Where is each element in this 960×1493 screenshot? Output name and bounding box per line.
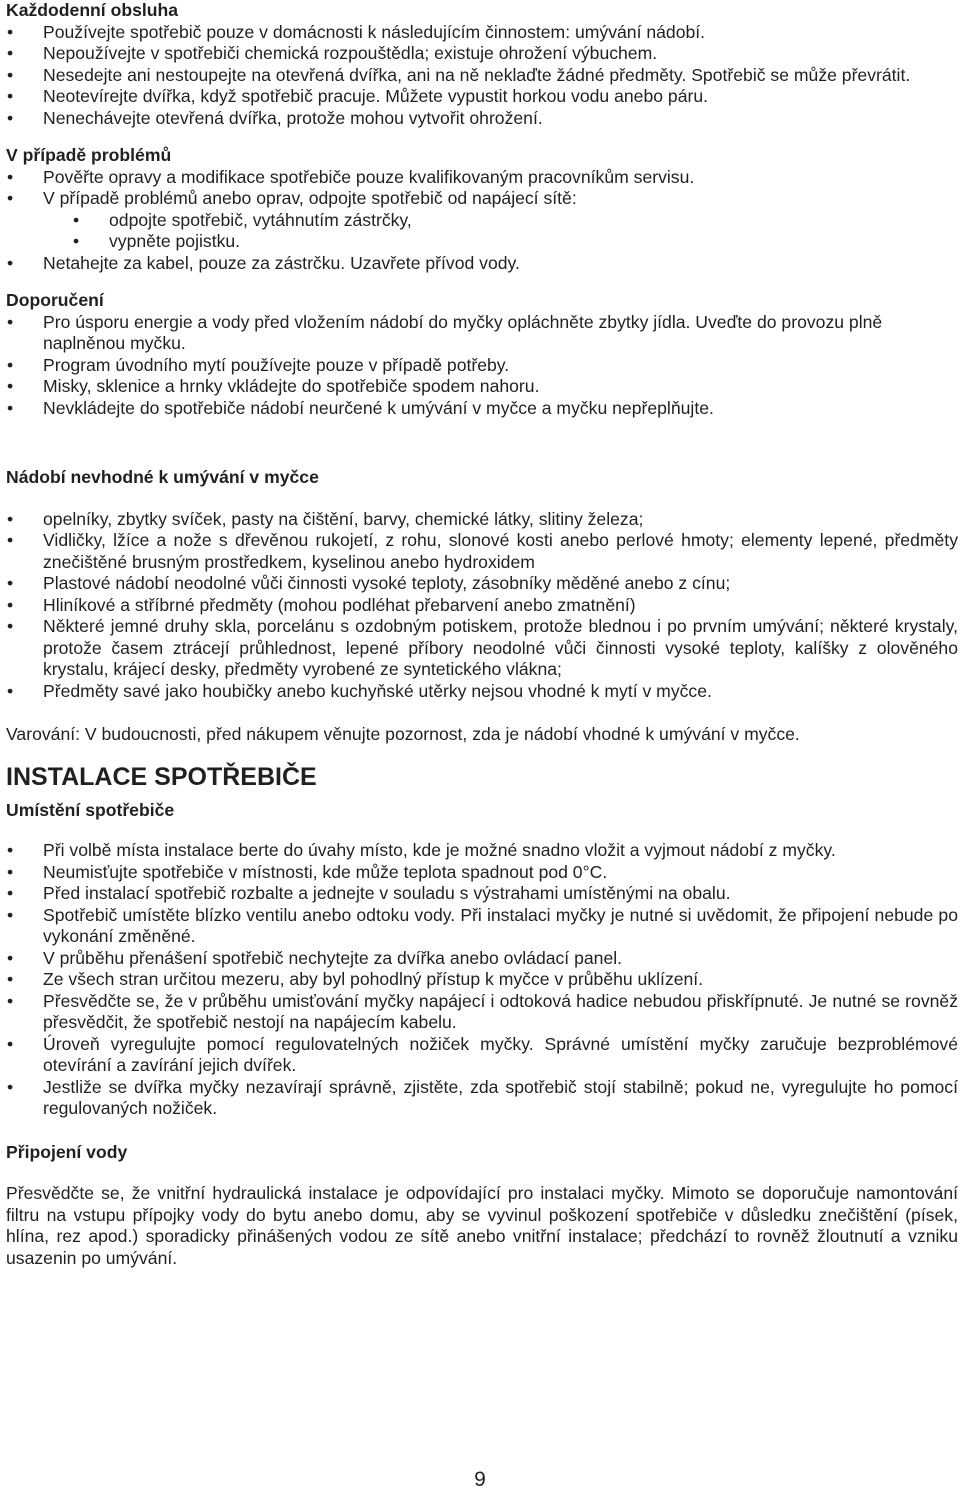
- list-daily-care: [6, 22, 958, 130]
- list-item: • V průběhu přenášení spotřebič nechytejte za dvířka anebo ovládací panel.: [6, 948, 958, 970]
- list-item: • Nesedejte ani nestoupejte na otevřená dvířka, ani na ně neklaďte žádné předměty. Spotřebič se může převrátit.: [6, 65, 958, 87]
- list-item: • Neumisťujte spotřebiče v místnosti, kde může teplota spadnout pod 0°C.: [6, 862, 958, 884]
- section-placement: [6, 800, 958, 1120]
- list-item-with-sublist: [6, 188, 958, 253]
- list-item: • opelníky, zbytky svíček, pasty na čištění, barvy, chemické látky, slitiny železa;: [6, 509, 958, 531]
- list-item: • Misky, sklenice a hrnky vkládejte do spotřebiče spodem nahoru.: [6, 376, 958, 398]
- list-item: • Plastové nádobí neodolné vůči činnosti vysoké teploty, zásobníky měděné anebo z cínu;: [6, 573, 958, 595]
- list-placement: [6, 840, 958, 1120]
- list-item: • Přesvědčte se, že v průběhu umisťování myčky napájecí i odtoková hadice nebudou přiskřípnuté. Je nutné se rovněž přesvědčit, že spotřebič nestojí na napájecím kabelu.: [6, 991, 958, 1034]
- heading-water-connection: Připojení vody: [6, 1141, 128, 1162]
- list-item: • Používejte spotřebič pouze v domácnosti k následujícím činnostem: umývání nádobí.: [6, 22, 958, 44]
- list-item: • Nenechávejte otevřená dvířka, protože mohou vytvořit ohrožení.: [6, 108, 958, 130]
- list-item: • Netahejte za kabel, pouze za zástrčku. Uzavřete přívod vody.: [6, 253, 958, 275]
- sublist-problems: [43, 210, 958, 253]
- sub-list-item: • vypněte pojistku.: [72, 231, 958, 253]
- list-item: • Jestliže se dvířka myčky nezavírají správně, zjistěte, zda spotřebič stojí stabilně; pokud ne, vyregulujte ho pomocí regulovaných nožiček.: [6, 1077, 958, 1120]
- list-item: • Spotřebič umístěte blízko ventilu anebo odtoku vody. Při instalaci myčky je nutné si uvědomit, že připojení nebude po vykonání změněné.: [6, 905, 958, 948]
- list-item: • Před instalací spotřebič rozbalte a jednejte v souladu s výstrahami umístěnými na obalu.: [6, 883, 958, 905]
- list-item: • Vidličky, lžíce a nože s dřevěnou rukojetí, z rohu, slonové kosti anebo perlové hmoty; elementy lepené, předměty znečištěné brusným prostředkem, kyselinou anebo hydroxidem: [6, 530, 958, 573]
- list-item: • Při volbě místa instalace berte do úvahy místo, kde je možné snadno vložit a vyjmout nádobí z myčky.: [6, 840, 958, 862]
- chapter-title-installation: INSTALACE SPOTŘEBIČE: [6, 762, 317, 791]
- page-number: 9: [474, 1468, 486, 1491]
- heading-recommendations: Doporučení: [6, 290, 104, 310]
- list-item: • Některé jemné druhy skla, porcelánu s ozdobným potiskem, protože blednou i po prvním umývání; některé krystaly, protože časem ztrácejí průhlednost, lepené příbory neodolné vůči činnosti vysoké teploty, kalíšky z olověného krystalu, krájecí desky, předměty vyrobené ze syntetického vlákna;: [6, 616, 958, 681]
- list-item: • Úroveň vyregulujte pomocí regulovatelných nožiček myčky. Správné umístění myčky zaručuje bezproblémové otevírání a zavírání jejich dvířek.: [6, 1034, 958, 1077]
- list-problems: [6, 167, 958, 275]
- section-recommendations: [6, 290, 958, 419]
- list-item: • Nepoužívejte v spotřebiči chemická rozpouštědla; existuje ohrožení výbuchem.: [6, 43, 958, 65]
- list-recommendations: [6, 312, 958, 420]
- heading-daily-care: Každodenní obsluha: [6, 0, 179, 20]
- heading-problems: V případě problémů: [6, 145, 172, 165]
- section-water-connection: [6, 1142, 958, 1270]
- list-item: • Program úvodního mytí používejte pouze v případě potřeby.: [6, 355, 958, 377]
- heading-unsuitable-dishes: Nádobí nevhodné k umývání v myčce: [6, 467, 319, 487]
- section-daily-care: [6, 0, 958, 129]
- water-connection-text: Přesvědčte se, že vnitřní hydraulická instalace je odpovídající pro instalaci myčky. Mimoto se doporučuje namontování filtru na vstupu přípojky vody do bytu anebo domu, aby se vyvinul poškození spotřebiče v důsledku znečištění (písek, hlína, rez apod.) sporadicky přinášených vodou ze sítě anebo vnitřní instalace; předchází to rovněž žloutnutí a vzniku usazenin po umývání.: [6, 1183, 958, 1268]
- list-item: • Nevkládejte do spotřebiče nádobí neurčené k umývání v myčce a myčku nepřeplňujte.: [6, 398, 958, 420]
- list-item: • Neotevírejte dvířka, když spotřebič pracuje. Můžete vypustit horkou vodu anebo páru.: [6, 86, 958, 108]
- sub-list-item: • odpojte spotřebič, vytáhnutím zástrčky,: [72, 210, 958, 232]
- list-item: • Ze všech stran určitou mezeru, aby byl pohodlný přístup k myčce v průběhu uklízení.: [6, 969, 958, 991]
- section-unsuitable-dishes: [6, 467, 958, 746]
- list-item: • Pro úsporu energie a vody před vložením nádobí do myčky opláchněte zbytky jídla. Uveďte do provozu plně naplněnou myčku.: [6, 312, 958, 355]
- heading-placement: Umístění spotřebiče: [6, 799, 175, 820]
- list-item: • Pověřte opravy a modifikace spotřebiče pouze kvalifikovaným pracovníkům servisu.: [6, 167, 958, 189]
- section-problems: [6, 145, 958, 274]
- list-item: • Předměty savé jako houbičky anebo kuchyňské utěrky nejsou vhodné k mytí v myčce.: [6, 681, 958, 703]
- list-item-text: V případě problémů anebo oprav, odpojte spotřebič od napájecí sítě:: [43, 188, 577, 208]
- list-item: • Hliníkové a stříbrné předměty (mohou podléhat přebarvení anebo zmatnění): [6, 595, 958, 617]
- warning-note: Varování: V budoucnosti, před nákupem věnujte pozornost, zda je nádobí vhodné k umývání v myčce.: [6, 724, 800, 744]
- manual-page: [6, 0, 958, 1269]
- list-unsuitable-dishes: [6, 509, 958, 703]
